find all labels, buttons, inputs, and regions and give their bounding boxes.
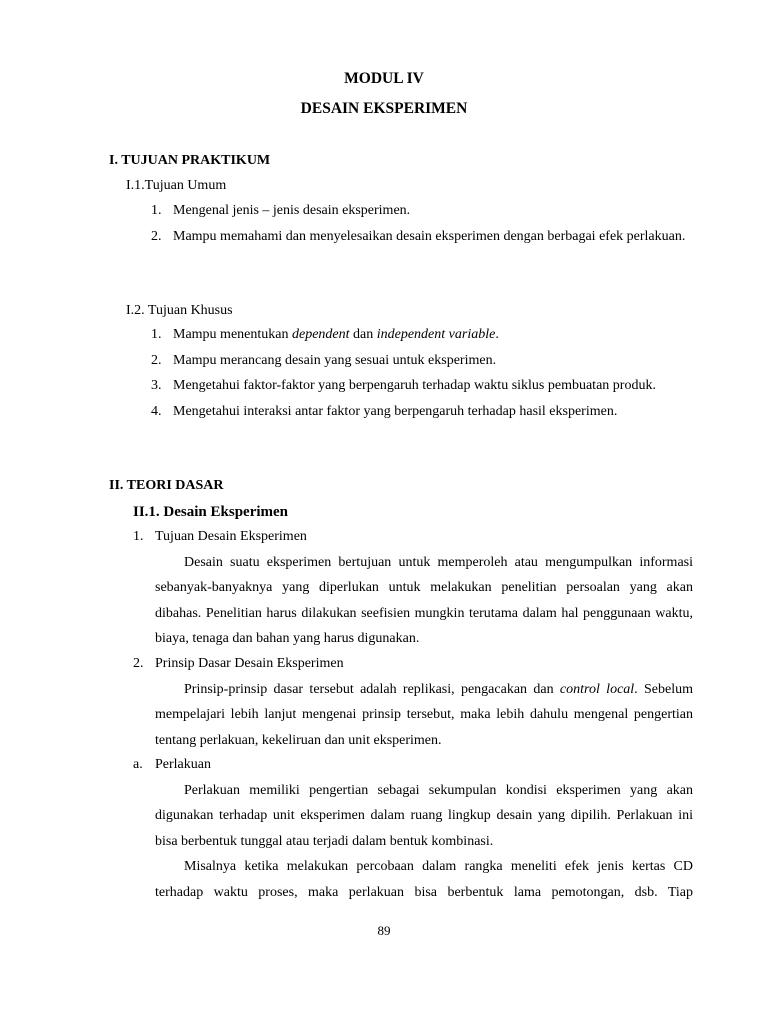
list-item-text: Mengetahui faktor-faktor yang berpengaruh terhadap waktu siklus pembuatan produk. [173, 378, 656, 393]
point-label: Perlakuan [155, 757, 211, 772]
list-item: 3. Mengetahui faktor-faktor yang berpengaruh terhadap waktu siklus pembuatan produk. [151, 373, 693, 399]
point-tujuan-desain: 1. Tujuan Desain Eksperimen Desain suatu eksperimen bertujuan untuk memperoleh atau mengumpulkan informasi sebanyak-banyaknya yang diperlukan untuk melakukan penelitian persoalan yang akan dibahas. Penelitian harus dilakukan seefisien mungkin terutama dalam hal penggunaan waktu, biaya, tenaga dan bahan yang harus digunakan. [133, 524, 693, 652]
list-item: 1. Mengenal jenis – jenis desain eksperimen. [151, 198, 693, 224]
subsection-tujuan-umum: I.1.Tujuan Umum [126, 178, 227, 193]
point-label: Prinsip Dasar Desain Eksperimen [155, 656, 344, 671]
section-heading-teori-dasar: II. TEORI DASAR [109, 478, 224, 493]
term-control-local: control local [559, 681, 635, 697]
section-heading-tujuan: I. TUJUAN PRAKTIKUM [109, 153, 271, 168]
list-item-text: Mampu memahami dan menyelesaikan desain eksperimen dengan berbagai efek perlakuan. [173, 228, 686, 244]
subsection-tujuan-khusus: I.2. Tujuan Khusus [126, 303, 233, 318]
point-label: Tujuan Desain Eksperimen [155, 529, 307, 544]
list-item: 1. Mampu menentukan dependent dan independent variable. [151, 322, 693, 348]
paragraph-perlakuan-2: Misalnya ketika melakukan percobaan dalam rangka meneliti efek jenis kertas CD terhadap waktu proses, maka perlakuan bisa berbentuk lama pemotongan, dsb. Tiap [155, 859, 693, 900]
module-title-block [0, 64, 768, 124]
point-prinsip-dasar: 2. Prinsip Dasar Desain Eksperimen Prinsip-prinsip dasar tersebut adalah replikasi, pengacakan dan control local. Sebelum mempelajari lebih lanjut mengenai prinsip tersebut, maka lebih dahulu mengenal pengertian tentang perlakuan, kekeliruan dan unit eksperimen. [133, 651, 693, 753]
list-item-text: Mampu merancang desain yang sesuai untuk eksperimen. [173, 352, 497, 368]
list-item: 4. Mengetahui interaksi antar faktor yang berpengaruh terhadap hasil eksperimen. [151, 399, 693, 425]
list-item-text: Mampu menentukan dependent dan independent variable. [173, 327, 499, 342]
module-title: DESAIN EKSPERIMEN [300, 100, 468, 117]
paragraph-prinsip-dasar: Prinsip-prinsip dasar tersebut adalah replikasi, pengacakan dan control local. Sebelum mempelajari lebih lanjut mengenai prinsip tersebut, maka lebih dahulu mengenal pengertian tentang perlakuan, kekeliruan dan unit eksperimen. [155, 681, 693, 748]
list-item: 2. Mampu memahami dan menyelesaikan desain eksperimen dengan berbagai efek perlakuan. [151, 224, 693, 250]
point-perlakuan: a. Perlakuan Perlakuan memiliki pengertian sebagai sekumpulan kondisi eksperimen yang akan digunakan terhadap unit eksperimen dalam ruang lingkup desain yang dipilih. Perlakuan ini bisa berbentuk tunggal atau terjadi dalam bentuk kombinasi. Misalnya ketika melakukan percobaan dalam rangka meneliti efek jenis kertas CD terhadap waktu proses, maka perlakuan bisa berbentuk lama pemotongan, dsb. Tiap [133, 752, 693, 905]
term-independent-variable: independent variable [376, 327, 496, 342]
page-number: 89 [377, 923, 391, 938]
list-item-text: Mengenal jenis – jenis desain eksperimen. [173, 203, 411, 218]
list-tujuan-khusus [151, 322, 693, 424]
subsection-desain-eksperimen: II.1. Desain Eksperimen [133, 504, 289, 520]
module-number: MODUL IV [344, 70, 424, 87]
paragraph-perlakuan-1: Perlakuan memiliki pengertian sebagai sekumpulan kondisi eksperimen yang akan digunakan terhadap unit eksperimen dalam ruang lingkup desain yang dipilih. Perlakuan ini bisa berbentuk tunggal atau terjadi dalam bentuk kombinasi. [155, 782, 693, 849]
list-tujuan-umum [151, 198, 693, 249]
paragraph-tujuan-desain: Desain suatu eksperimen bertujuan untuk memperoleh atau mengumpulkan informasi sebanyak-banyaknya yang diperlukan untuk melakukan penelitian persoalan yang akan dibahas. Penelitian harus dilakukan seefisien mungkin terutama dalam hal penggunaan waktu, biaya, tenaga dan bahan yang harus digunakan. [155, 554, 693, 646]
list-item: 2. Mampu merancang desain yang sesuai untuk eksperimen. [151, 348, 693, 374]
list-item-text: Mengetahui interaksi antar faktor yang berpengaruh terhadap hasil eksperimen. [173, 403, 618, 419]
term-dependent: dependent [291, 327, 350, 342]
